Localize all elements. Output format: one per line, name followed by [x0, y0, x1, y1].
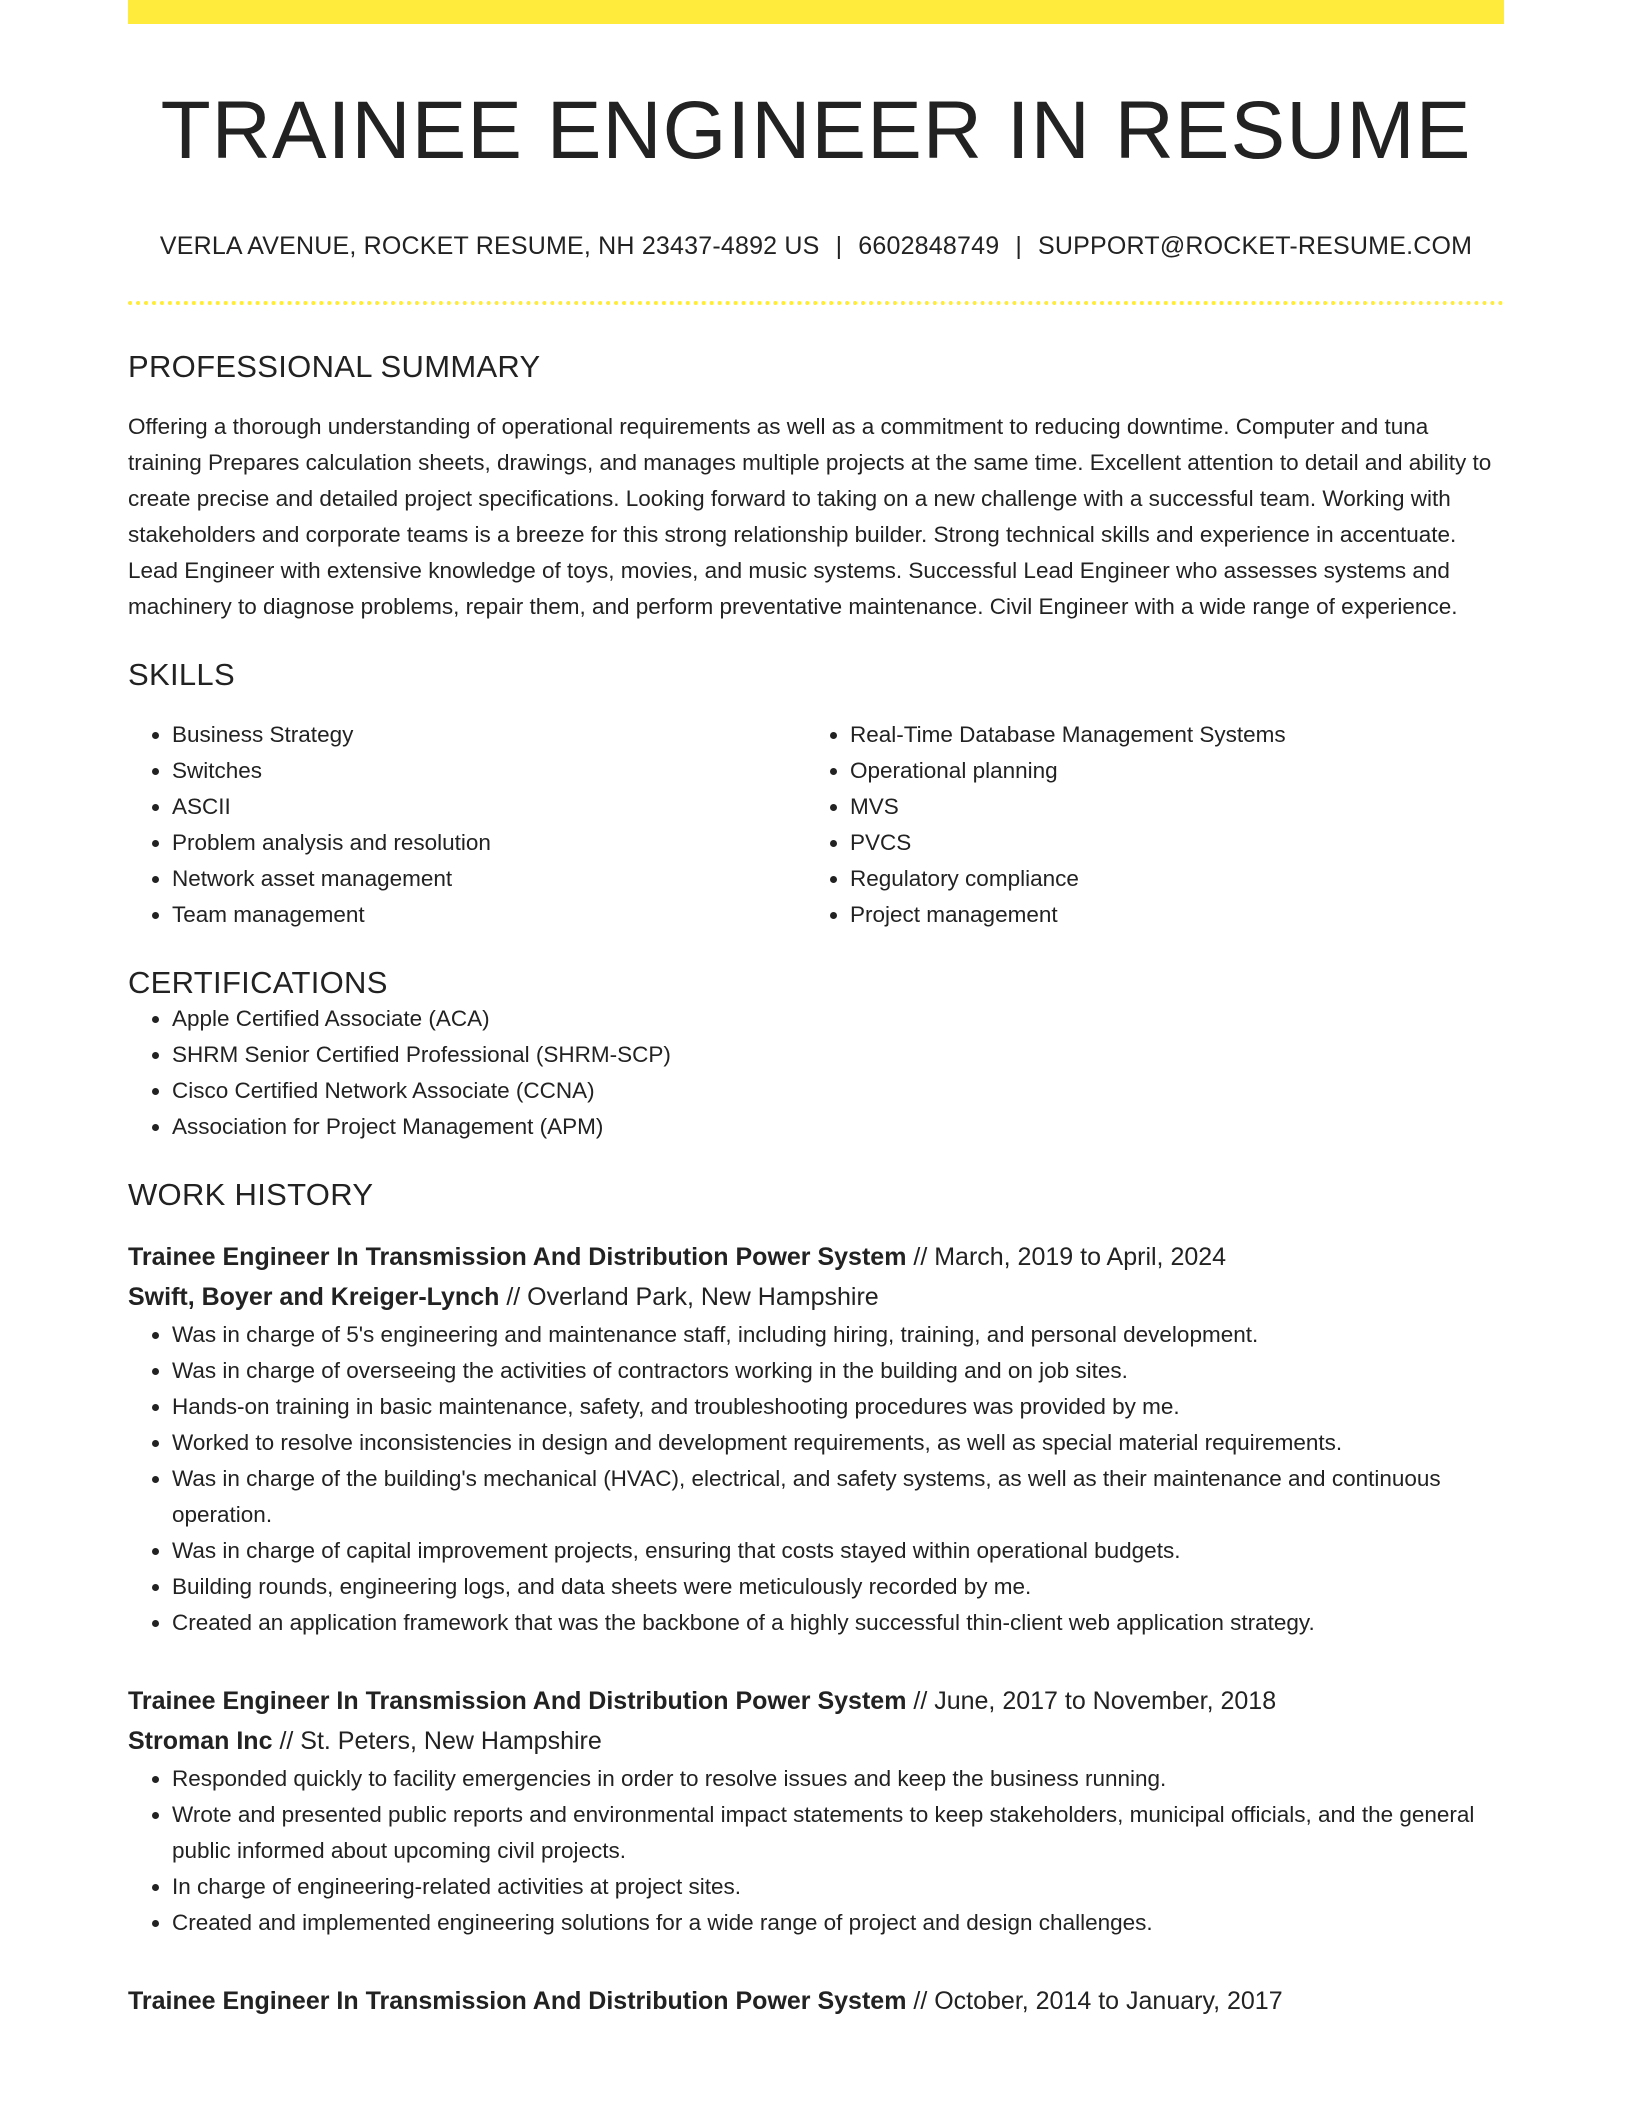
job-bullet: • Was in charge of capital improvement projects, ensuring that costs stayed within operational budgets.: [172, 1533, 1504, 1569]
contact-separator: |: [1015, 232, 1023, 261]
skills-column-right: [806, 717, 1484, 933]
job-bullet: • Worked to resolve inconsistencies in design and development requirements, as well as special material requirements.: [172, 1425, 1504, 1461]
job-bullets: [128, 1761, 1504, 1941]
job-bullet: • In charge of engineering-related activities at project sites.: [172, 1869, 1504, 1905]
skill-item: • Operational planning: [850, 753, 1484, 789]
job-position: Trainee Engineer In Transmission And Distribution Power System: [128, 1987, 907, 2016]
job-dates: // June, 2017 to November, 2018: [913, 1687, 1277, 1716]
contact-email: SUPPORT@ROCKET-RESUME.COM: [1038, 232, 1473, 261]
resume-title: TRAINEE ENGINEER IN RESUME: [160, 85, 1472, 176]
certification-item: • Apple Certified Associate (ACA): [172, 1001, 1504, 1037]
job-title-line: [128, 1981, 1504, 2021]
skill-item: • Real-Time Database Management Systems: [850, 717, 1484, 753]
job-title-line: [128, 1237, 1504, 1277]
skills-list-right: [806, 717, 1484, 933]
contact-line: [128, 232, 1504, 261]
work-history-heading: WORK HISTORY: [128, 1177, 374, 1213]
contact-phone: 6602848749: [858, 232, 1000, 261]
top-accent-bar: [128, 0, 1504, 24]
skill-item: • Project management: [850, 897, 1484, 933]
skill-item: • ASCII: [172, 789, 806, 825]
certifications-heading: CERTIFICATIONS: [128, 965, 388, 1001]
certification-item: • SHRM Senior Certified Professional (SHRM-SCP): [172, 1037, 1504, 1073]
skill-item: • Business Strategy: [172, 717, 806, 753]
skills-heading: SKILLS: [128, 657, 235, 693]
job-bullets: [128, 1317, 1504, 1641]
job-position: Trainee Engineer In Transmission And Distribution Power System: [128, 1243, 907, 1272]
summary-heading: PROFESSIONAL SUMMARY: [128, 349, 541, 385]
contact-address: VERLA AVENUE, ROCKET RESUME, NH 23437-4892 US: [159, 232, 820, 261]
skill-item: • Regulatory compliance: [850, 861, 1484, 897]
contact-separator: |: [835, 232, 843, 261]
resume-page: [128, 0, 1504, 2021]
job-bullet: • Was in charge of overseeing the activities of contractors working in the building and on job sites.: [172, 1353, 1504, 1389]
job-company-line: [128, 1277, 1504, 1317]
skill-item: • Network asset management: [172, 861, 806, 897]
job-bullet: • Wrote and presented public reports and environmental impact statements to keep stakeholders, municipal officials, and the general public informed about upcoming civil projects.: [172, 1797, 1504, 1869]
certification-item: • Cisco Certified Network Associate (CCNA): [172, 1073, 1504, 1109]
certifications-list: [128, 1001, 1504, 1145]
job-location: // St. Peters, New Hampshire: [279, 1727, 602, 1756]
job-bullet: • Created and implemented engineering solutions for a wide range of project and design challenges.: [172, 1905, 1504, 1941]
skill-item: • Team management: [172, 897, 806, 933]
job-company: Stroman Inc: [128, 1727, 273, 1756]
job-bullet: • Hands-on training in basic maintenance, safety, and troubleshooting procedures was provided by me.: [172, 1389, 1504, 1425]
skills-column-left: [128, 717, 806, 933]
job-bullet: • Building rounds, engineering logs, and data sheets were meticulously recorded by me.: [172, 1569, 1504, 1605]
job-entry: [128, 1681, 1504, 1941]
job-entry: [128, 1237, 1504, 1641]
skill-item: • Switches: [172, 753, 806, 789]
header-divider: [128, 301, 1504, 305]
job-dates: // March, 2019 to April, 2024: [913, 1243, 1227, 1272]
job-company-line: [128, 1721, 1504, 1761]
summary-text: Offering a thorough understanding of operational requirements as well as a commitment to reducing downtime. Computer and tuna training Prepares calculation sheets, drawings, and manages multiple projects at the same time. Excellent attention to detail and ability to create precise and detailed project specifications. Looking forward to taking on a new challenge with a successful team. Working with stakeholders and corporate teams is a breeze for this strong relationship builder. Strong technical skills and experience in accentuate. Lead Engineer with extensive knowledge of toys, movies, and music systems. Successful Lead Engineer who assesses systems and machinery to diagnose problems, repair them, and perform preventative maintenance. Civil Engineer with a wide range of experience.: [128, 414, 1492, 620]
skills-list-left: [128, 717, 806, 933]
job-bullet: • Created an application framework that was the backbone of a highly successful thin-client web application strategy.: [172, 1605, 1504, 1641]
job-bullet: • Responded quickly to facility emergencies in order to resolve issues and keep the business running.: [172, 1761, 1504, 1797]
job-dates: // October, 2014 to January, 2017: [913, 1987, 1283, 2016]
job-location: // Overland Park, New Hampshire: [506, 1283, 879, 1312]
certification-item: • Association for Project Management (APM): [172, 1109, 1504, 1145]
job-company: Swift, Boyer and Kreiger-Lynch: [128, 1283, 500, 1312]
skill-item: • Problem analysis and resolution: [172, 825, 806, 861]
job-title-line: [128, 1681, 1504, 1721]
skill-item: • PVCS: [850, 825, 1484, 861]
skill-item: • MVS: [850, 789, 1484, 825]
job-entry: [128, 1981, 1504, 2021]
skills-columns: [128, 717, 1504, 933]
job-bullet: • Was in charge of 5's engineering and maintenance staff, including hiring, training, and personal development.: [172, 1317, 1504, 1353]
job-bullet: • Was in charge of the building's mechanical (HVAC), electrical, and safety systems, as well as their maintenance and continuous operation.: [172, 1461, 1504, 1533]
job-position: Trainee Engineer In Transmission And Distribution Power System: [128, 1687, 907, 1716]
